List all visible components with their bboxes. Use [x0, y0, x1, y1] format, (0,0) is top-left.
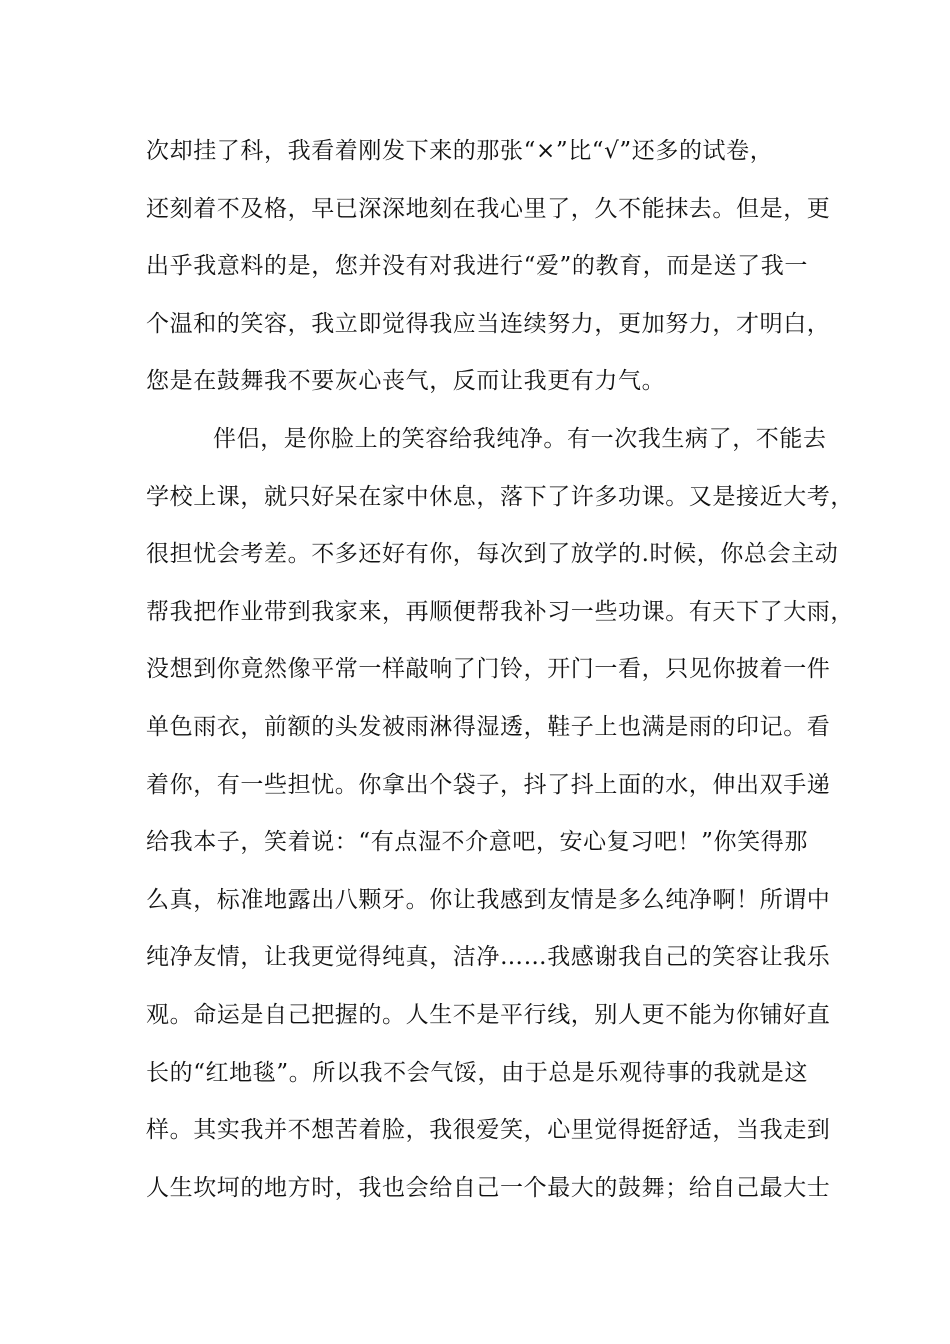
text-line: 么真，标准地露出八颗牙。你让我感到友情是多么纯净啊！所谓中 [146, 886, 831, 913]
paragraph-start-line: 伴侣，是你脸上的笑容给我纯净。有一次我生病了，不能去 [213, 425, 827, 452]
text-line: 人生坎坷的地方时，我也会给自己一个最大的鼓舞；给自己最大士 [146, 1174, 831, 1201]
text-line: 着你，有一些担忧。你拿出个袋子，抖了抖上面的水，伸出双手递 [146, 771, 831, 798]
text-line: 还刻着不及格，早已深深地刻在我心里了，久不能抹去。但是，更 [146, 195, 831, 222]
text-line: 次却挂了科，我看着刚发下来的那张“×”比“√”还多的试卷， [146, 138, 774, 164]
text-line: 长的“红地毯”。所以我不会气馁，由于总是乐观待事的我就是这 [146, 1059, 808, 1086]
text-line: 纯净友情，让我更觉得纯真，洁净……我感谢我自己的笑容让我乐 [146, 944, 831, 971]
body-text [146, 133, 854, 1227]
text-line: 个温和的笑容，我立即觉得我应当连续努力，更加努力，才明白， [146, 310, 831, 337]
text-line: 学校上课，就只好呆在家中休息，落下了许多功课。又是接近大考， [146, 483, 854, 510]
text-line: 样。其实我并不想苦着脸，我很爱笑，心里觉得挺舒适，当我走到 [146, 1117, 831, 1144]
text-line: 您是在鼓舞我不要灰心丧气，反而让我更有力气。 [146, 368, 666, 395]
text-line: 出乎我意料的是，您并没有对我进行“爱”的教育，而是送了我一 [146, 253, 808, 280]
text-line: 单色雨衣，前额的头发被雨淋得湿透，鞋子上也满是雨的印记。看 [146, 713, 831, 740]
text-line: 给我本子，笑着说：“有点湿不介意吧，安心复习吧！”你笑得那 [146, 829, 808, 856]
text-line: 帮我把作业带到我家来，再顺便帮我补习一些功课。有天下了大雨， [146, 598, 854, 625]
text-line: 没想到你竟然像平常一样敲响了门铃，开门一看，只见你披着一件 [146, 656, 831, 683]
text-line: 观。命运是自己把握的。人生不是平行线，别人更不能为你铺好直 [146, 1001, 831, 1028]
text-line: 很担忧会考差。不多还好有你，每次到了放学的.时候，你总会主动 [146, 541, 839, 568]
